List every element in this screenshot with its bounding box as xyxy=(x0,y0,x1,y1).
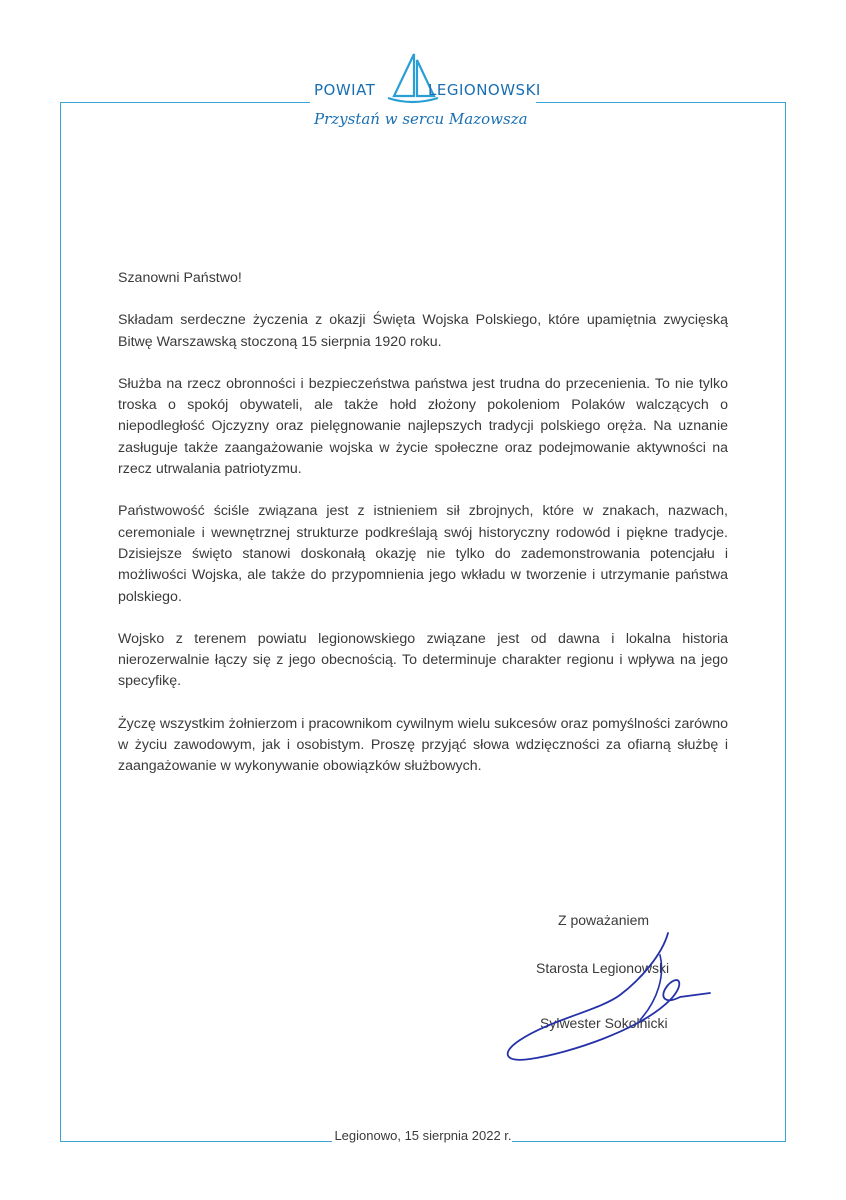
letter-paragraph-4: Wojsko z terenem powiatu legionowskiego związane jest od dawna i lokalna historia nierozerwalnie łączy się z jego obecnością. To determinuje charakter regionu i wpływa na jego specyfikę. xyxy=(118,630,728,690)
letter-paragraph-5: Życzę wszystkim żołnierzom i pracownikom cywilnym wielu sukcesów oraz pomyślności zarówno w życiu zawodowym, jak i osobistym. Proszę przyjąć słowa wdzięczności za ofiarną służbę i zaangażowanie w wykonywanie obowiązków służbowych. xyxy=(118,715,728,775)
letter-paragraph-1: Składam serdeczne życzenia z okazji Święta Wojska Polskiego, które upamiętnia zwycięską Bitwę Warszawską stoczoną 15 sierpnia 1920 roku. xyxy=(118,312,728,350)
handwritten-signature xyxy=(490,925,720,1065)
letter-paragraph-3: Państwowość ściśle związana jest z istnieniem sił zbrojnych, które w znakach, nazwach, ceremoniale i wewnętrznej strukturze podkreślają swój historyczny rodowód i piękne tradycje. Dzisiejsze święto stanowi doskonałą okazję nie tylko do zademonstrowania potencjału i możliwości Wojska, ale także do przypomnienia jego wkładu w tworzenie i utrzymanie państwa polskiego. xyxy=(118,503,728,605)
logo-word-legionowski: LEGIONOWSKI xyxy=(428,81,541,99)
signoff-name: Sylwester Sokolnicki xyxy=(540,1015,668,1031)
letter-body xyxy=(118,268,728,799)
signoff-closing: Z poważaniem xyxy=(558,912,650,928)
logo-word-powiat: POWIAT xyxy=(314,81,376,99)
frame-top-left xyxy=(60,102,310,103)
letter-paragraph-2: Służba na rzecz obronności i bezpieczeństwa państwa jest trudna do przecenienia. To nie tylko troska o spokój obywateli, ale także hołd złożony pokoleniom Polaków walczących o niepodległość Ojczyzny oraz pielęgnowanie najlepszych tradycji polskiego oręża. Na uznanie zasługuje także zaangażowanie wojska w życie społeczne oraz podejmowanie aktywności na rzecz utrwalania patriotyzmu. xyxy=(118,375,728,478)
frame-top-right xyxy=(536,102,786,103)
frame-left xyxy=(60,102,61,1142)
signoff-title: Starosta Legionowski xyxy=(536,960,670,976)
footer-place-date: Legionowo, 15 sierpnia 2022 r. xyxy=(334,1128,512,1143)
county-logo xyxy=(300,48,540,140)
letter-greeting: Szanowni Państwo! xyxy=(118,270,242,286)
logo-tagline: Przystań w sercu Mazowsza xyxy=(314,110,528,128)
frame-right xyxy=(785,102,786,1142)
